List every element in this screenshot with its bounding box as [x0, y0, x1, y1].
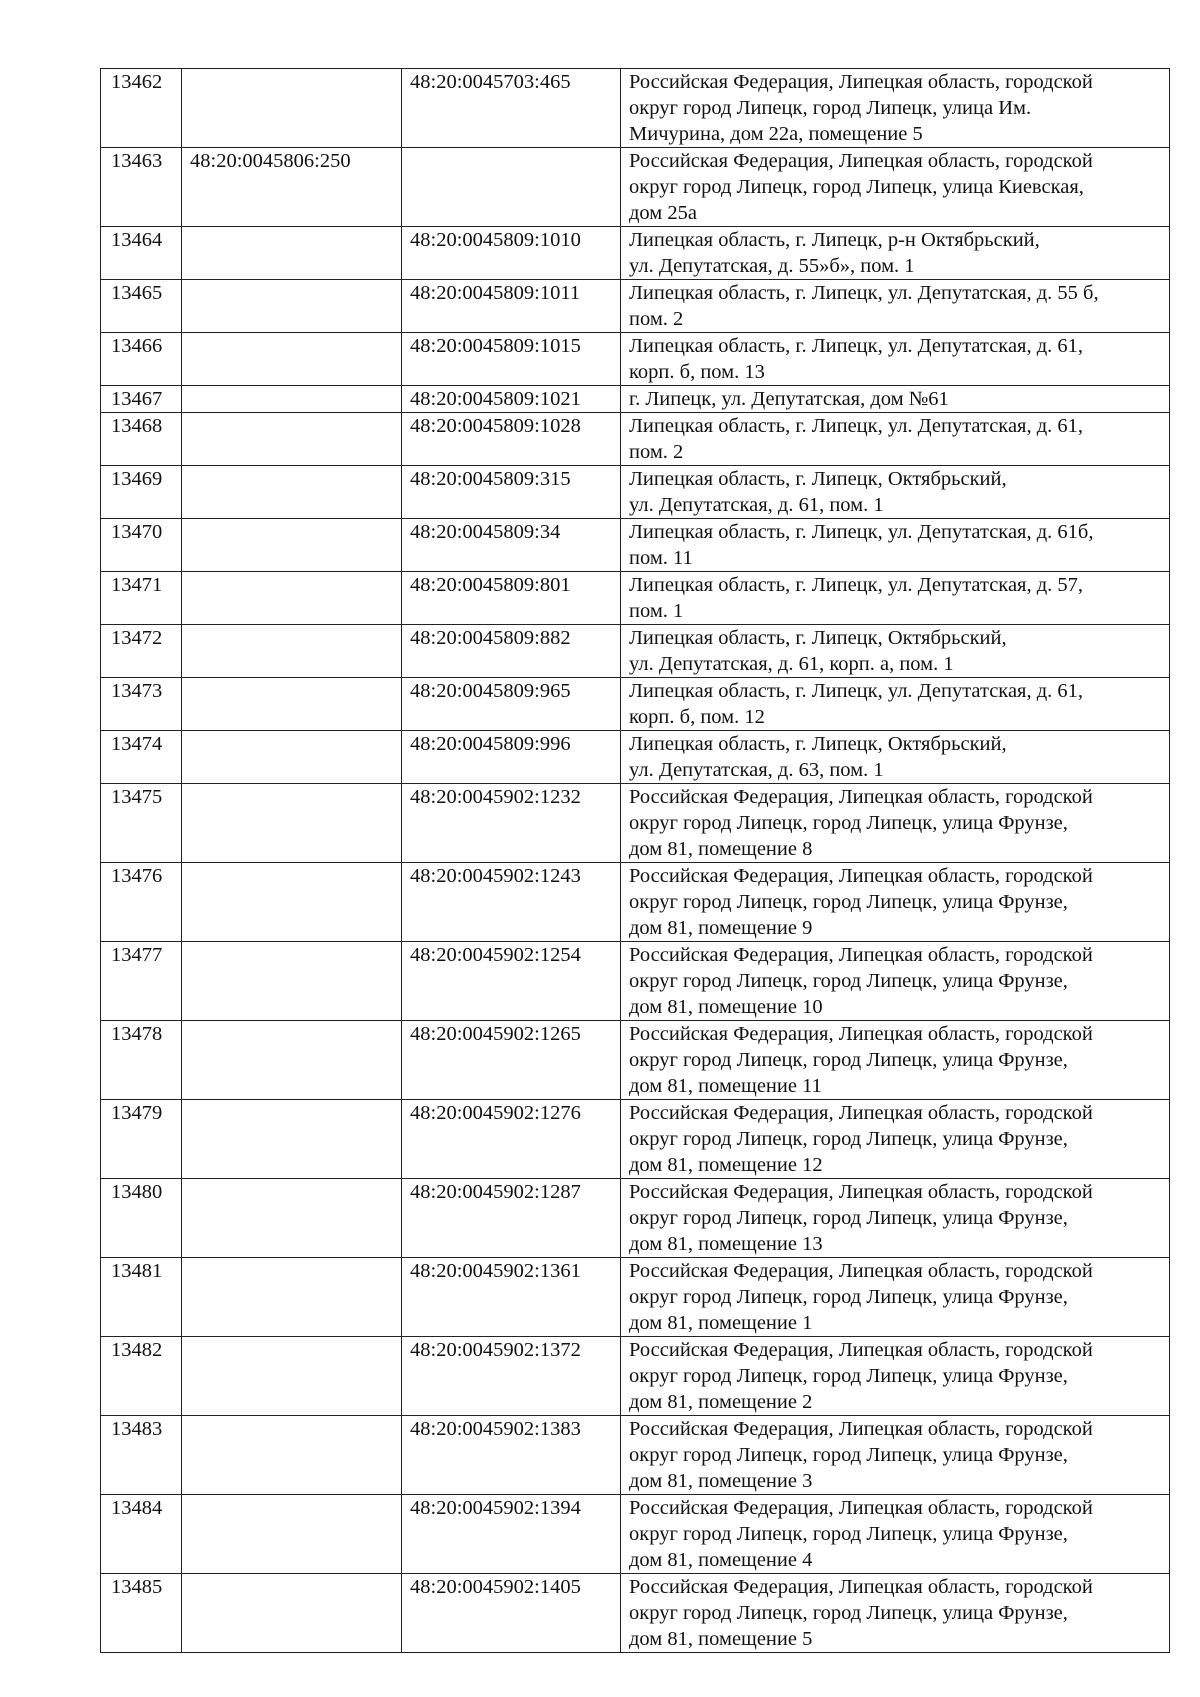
address-line: дом 25а — [629, 202, 697, 224]
address-line: Липецкая область, г. Липецк, ул. Депутатская, д. 61б, — [629, 521, 1094, 543]
address-line: округ город Липецк, город Липецк, улица Фрунзе, — [629, 1444, 1068, 1466]
address-cell — [621, 466, 1170, 519]
address-line: дом 81, помещение 9 — [629, 917, 813, 939]
address-line: ул. Депутатская, д. 55»б», пом. 1 — [629, 255, 915, 277]
row-number: 13474 — [101, 731, 182, 784]
cadastral-number-a — [182, 227, 402, 280]
cadastral-number-b: 48:20:0045809:996 — [402, 731, 621, 784]
cadastral-number-b: 48:20:0045809:882 — [402, 625, 621, 678]
cadastral-number-b: 48:20:0045902:1243 — [402, 863, 621, 942]
address-line: округ город Липецк, город Липецк, улица Фрунзе, — [629, 1602, 1068, 1624]
row-number: 13481 — [101, 1258, 182, 1337]
address-cell — [621, 784, 1170, 863]
property-table — [100, 68, 1170, 1653]
row-number: 13471 — [101, 572, 182, 625]
cadastral-number-a — [182, 678, 402, 731]
cadastral-number-a — [182, 1100, 402, 1179]
address-cell — [621, 1021, 1170, 1100]
row-number: 13462 — [101, 69, 182, 148]
address-line: Липецкая область, г. Липецк, ул. Депутатская, д. 61, — [629, 335, 1084, 357]
address-cell — [621, 731, 1170, 784]
address-cell — [621, 1179, 1170, 1258]
cadastral-number-a — [182, 386, 402, 413]
address-line: Российская Федерация, Липецкая область, городской — [629, 1023, 1093, 1045]
table-row — [101, 519, 1170, 572]
row-number: 13464 — [101, 227, 182, 280]
cadastral-number-b: 48:20:0045809:1010 — [402, 227, 621, 280]
row-number: 13477 — [101, 942, 182, 1021]
address-cell — [621, 69, 1170, 148]
address-line: дом 81, помещение 12 — [629, 1154, 823, 1176]
table-row — [101, 466, 1170, 519]
cadastral-number-a — [182, 1179, 402, 1258]
address-line: Российская Федерация, Липецкая область, городской — [629, 1576, 1093, 1598]
address-line: дом 81, помещение 10 — [629, 996, 823, 1018]
cadastral-number-b: 48:20:0045809:1015 — [402, 333, 621, 386]
cadastral-number-b: 48:20:0045809:315 — [402, 466, 621, 519]
cadastral-number-a — [182, 1416, 402, 1495]
address-line: дом 81, помещение 8 — [629, 838, 813, 860]
row-number: 13479 — [101, 1100, 182, 1179]
address-line: округ город Липецк, город Липецк, улица Фрунзе, — [629, 1286, 1068, 1308]
cadastral-number-a — [182, 1337, 402, 1416]
cadastral-number-a: 48:20:0045806:250 — [182, 148, 402, 227]
address-line: дом 81, помещение 1 — [629, 1312, 813, 1334]
address-line: корп. б, пом. 12 — [629, 706, 765, 728]
cadastral-number-a — [182, 572, 402, 625]
address-line: Липецкая область, г. Липецк, ул. Депутатская, д. 57, — [629, 574, 1084, 596]
address-line: Липецкая область, г. Липецк, Октябрьский, — [629, 468, 1007, 490]
address-line: Российская Федерация, Липецкая область, городской — [629, 865, 1093, 887]
address-line: Липецкая область, г. Липецк, р-н Октябрьский, — [629, 229, 1040, 251]
address-line: округ город Липецк, город Липецк, улица Им. — [629, 97, 1032, 119]
cadastral-number-a — [182, 280, 402, 333]
table-row — [101, 678, 1170, 731]
cadastral-number-b: 48:20:0045809:965 — [402, 678, 621, 731]
address-line: округ город Липецк, город Липецк, улица Фрунзе, — [629, 1523, 1068, 1545]
table-row — [101, 625, 1170, 678]
cadastral-number-a — [182, 784, 402, 863]
row-number: 13482 — [101, 1337, 182, 1416]
table-row — [101, 1258, 1170, 1337]
address-line: ул. Депутатская, д. 63, пом. 1 — [629, 759, 884, 781]
cadastral-number-b: 48:20:0045902:1394 — [402, 1495, 621, 1574]
cadastral-number-b: 48:20:0045902:1265 — [402, 1021, 621, 1100]
cadastral-number-b: 48:20:0045902:1276 — [402, 1100, 621, 1179]
table-row — [101, 1179, 1170, 1258]
address-cell — [621, 863, 1170, 942]
table-row — [101, 386, 1170, 413]
address-line: Липецкая область, г. Липецк, ул. Депутатская, д. 61, — [629, 415, 1084, 437]
cadastral-number-b: 48:20:0045703:465 — [402, 69, 621, 148]
row-number: 13483 — [101, 1416, 182, 1495]
address-line: дом 81, помещение 11 — [629, 1075, 822, 1097]
address-cell — [621, 519, 1170, 572]
address-cell — [621, 280, 1170, 333]
address-line: округ город Липецк, город Липецк, улица Киевская, — [629, 176, 1084, 198]
address-line: Мичурина, дом 22а, помещение 5 — [629, 123, 923, 145]
row-number: 13475 — [101, 784, 182, 863]
address-line: корп. б, пом. 13 — [629, 361, 765, 383]
row-number: 13469 — [101, 466, 182, 519]
cadastral-number-b: 48:20:0045902:1372 — [402, 1337, 621, 1416]
table-row — [101, 863, 1170, 942]
row-number: 13478 — [101, 1021, 182, 1100]
address-line: округ город Липецк, город Липецк, улица Фрунзе, — [629, 1365, 1068, 1387]
cadastral-number-b: 48:20:0045902:1287 — [402, 1179, 621, 1258]
address-line: Российская Федерация, Липецкая область, городской — [629, 1102, 1093, 1124]
address-line: дом 81, помещение 2 — [629, 1391, 813, 1413]
address-line: Российская Федерация, Липецкая область, городской — [629, 1497, 1093, 1519]
table-row — [101, 227, 1170, 280]
address-line: округ город Липецк, город Липецк, улица Фрунзе, — [629, 970, 1068, 992]
address-cell — [621, 625, 1170, 678]
address-line: пом. 1 — [629, 600, 684, 622]
cadastral-number-a — [182, 863, 402, 942]
address-line: Российская Федерация, Липецкая область, городской — [629, 1181, 1093, 1203]
cadastral-number-a — [182, 1258, 402, 1337]
address-cell — [621, 386, 1170, 413]
row-number: 13463 — [101, 148, 182, 227]
address-line: Российская Федерация, Липецкая область, городской — [629, 944, 1093, 966]
address-line: дом 81, помещение 13 — [629, 1233, 823, 1255]
address-cell — [621, 1100, 1170, 1179]
row-number: 13466 — [101, 333, 182, 386]
table-row — [101, 413, 1170, 466]
cadastral-number-a — [182, 519, 402, 572]
table-row — [101, 1495, 1170, 1574]
address-cell — [621, 148, 1170, 227]
row-number: 13468 — [101, 413, 182, 466]
cadastral-number-a — [182, 466, 402, 519]
cadastral-number-a — [182, 413, 402, 466]
address-line: округ город Липецк, город Липецк, улица Фрунзе, — [629, 1049, 1068, 1071]
address-cell — [621, 227, 1170, 280]
cadastral-number-b: 48:20:0045809:1011 — [402, 280, 621, 333]
table-row — [101, 572, 1170, 625]
address-line: ул. Депутатская, д. 61, корп. а, пом. 1 — [629, 653, 954, 675]
address-line: Российская Федерация, Липецкая область, городской — [629, 1339, 1093, 1361]
row-number: 13476 — [101, 863, 182, 942]
address-cell — [621, 1258, 1170, 1337]
address-cell — [621, 942, 1170, 1021]
address-line: Российская Федерация, Липецкая область, городской — [629, 786, 1093, 808]
address-line: Российская Федерация, Липецкая область, городской — [629, 150, 1093, 172]
cadastral-number-a — [182, 69, 402, 148]
address-line: округ город Липецк, город Липецк, улица Фрунзе, — [629, 1128, 1068, 1150]
row-number: 13484 — [101, 1495, 182, 1574]
cadastral-number-b: 48:20:0045809:1028 — [402, 413, 621, 466]
table-row — [101, 1337, 1170, 1416]
address-line: Российская Федерация, Липецкая область, городской — [629, 1418, 1093, 1440]
row-number: 13467 — [101, 386, 182, 413]
row-number: 13480 — [101, 1179, 182, 1258]
table-row — [101, 333, 1170, 386]
address-cell — [621, 333, 1170, 386]
row-number: 13473 — [101, 678, 182, 731]
row-number: 13470 — [101, 519, 182, 572]
cadastral-number-b: 48:20:0045902:1405 — [402, 1574, 621, 1653]
address-cell — [621, 1495, 1170, 1574]
row-number: 13485 — [101, 1574, 182, 1653]
cadastral-number-b: 48:20:0045902:1254 — [402, 942, 621, 1021]
address-line: округ город Липецк, город Липецк, улица Фрунзе, — [629, 1207, 1068, 1229]
cadastral-number-b: 48:20:0045809:34 — [402, 519, 621, 572]
address-cell — [621, 572, 1170, 625]
table-row — [101, 69, 1170, 148]
cadastral-number-b: 48:20:0045809:1021 — [402, 386, 621, 413]
address-line: дом 81, помещение 3 — [629, 1470, 813, 1492]
table-row — [101, 731, 1170, 784]
cadastral-number-a — [182, 731, 402, 784]
address-line: Липецкая область, г. Липецк, ул. Депутатская, д. 55 б, — [629, 282, 1099, 304]
address-line: пом. 2 — [629, 441, 684, 463]
cadastral-number-b: 48:20:0045902:1383 — [402, 1416, 621, 1495]
address-line: Липецкая область, г. Липецк, Октябрьский, — [629, 627, 1007, 649]
cadastral-number-a — [182, 333, 402, 386]
table-row — [101, 784, 1170, 863]
table-row — [101, 1100, 1170, 1179]
address-line: дом 81, помещение 5 — [629, 1628, 813, 1650]
table-row — [101, 1574, 1170, 1653]
cadastral-number-b: 48:20:0045902:1232 — [402, 784, 621, 863]
row-number: 13465 — [101, 280, 182, 333]
address-line: Российская Федерация, Липецкая область, городской — [629, 71, 1093, 93]
table-row — [101, 942, 1170, 1021]
address-line: г. Липецк, ул. Депутатская, дом №61 — [629, 388, 949, 410]
address-cell — [621, 1416, 1170, 1495]
table-row — [101, 1416, 1170, 1495]
address-cell — [621, 1337, 1170, 1416]
table-row — [101, 148, 1170, 227]
cadastral-number-b: 48:20:0045902:1361 — [402, 1258, 621, 1337]
address-cell — [621, 1574, 1170, 1653]
address-line: Липецкая область, г. Липецк, ул. Депутатская, д. 61, — [629, 680, 1084, 702]
cadastral-number-a — [182, 625, 402, 678]
cadastral-number-b — [402, 148, 621, 227]
cadastral-number-a — [182, 942, 402, 1021]
cadastral-number-a — [182, 1495, 402, 1574]
address-cell — [621, 413, 1170, 466]
address-line: округ город Липецк, город Липецк, улица Фрунзе, — [629, 891, 1068, 913]
cadastral-number-b: 48:20:0045809:801 — [402, 572, 621, 625]
address-line: округ город Липецк, город Липецк, улица Фрунзе, — [629, 812, 1068, 834]
address-line: ул. Депутатская, д. 61, пом. 1 — [629, 494, 884, 516]
address-line: Липецкая область, г. Липецк, Октябрьский, — [629, 733, 1007, 755]
address-line: пом. 11 — [629, 547, 693, 569]
property-table-body — [101, 69, 1170, 1653]
address-line: пом. 2 — [629, 308, 684, 330]
cadastral-number-a — [182, 1021, 402, 1100]
row-number: 13472 — [101, 625, 182, 678]
table-row — [101, 280, 1170, 333]
address-line: Российская Федерация, Липецкая область, городской — [629, 1260, 1093, 1282]
address-cell — [621, 678, 1170, 731]
address-line: дом 81, помещение 4 — [629, 1549, 813, 1571]
cadastral-number-a — [182, 1574, 402, 1653]
table-row — [101, 1021, 1170, 1100]
